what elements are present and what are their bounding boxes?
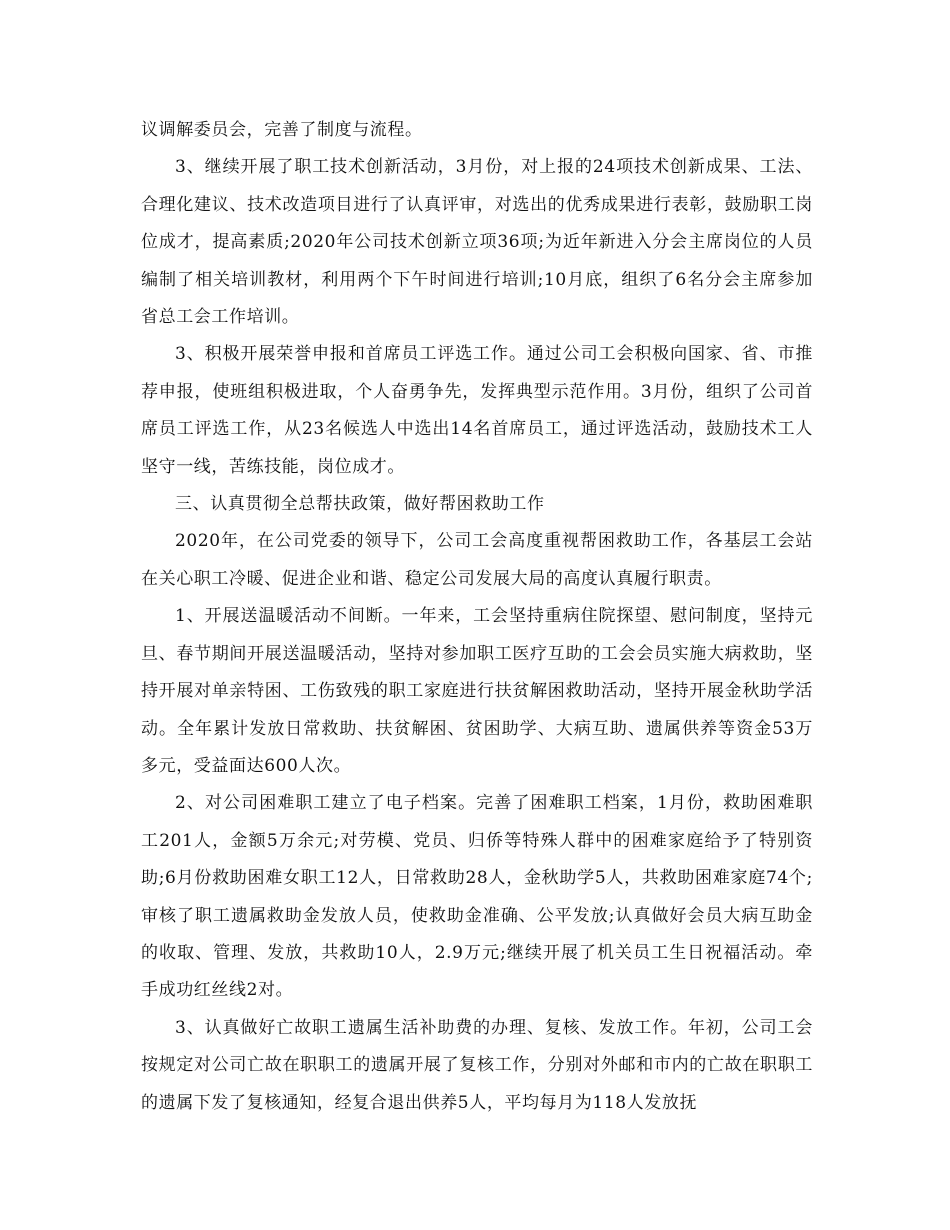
paragraph: 2020年，在公司党委的领导下，公司工会高度重视帮困救助工作，各基层工会站在关心职工冷暖、促进企业和谐、稳定公司发展大局的高度认真履行职责。 (141, 531, 813, 589)
paragraph: 3、继续开展了职工技术创新活动，3月份，对上报的24项技术创新成果、工法、合理化建议、技术改造项目进行了认真评审，对选出的优秀成果进行表彰，鼓励职工岗位成才，提高素质;2020年公司技术创新立项36项;为近年新进入分会主席岗位的人员编制了相关培训教材，利用两个下午时间进行培训;10月底，组织了6名分会主席参加省总工会工作培训。 (141, 157, 813, 328)
document-body (141, 112, 813, 1122)
paragraph: 1、开展送温暖活动不间断。一年来，工会坚持重病住院探望、慰问制度，坚持元旦、春节期间开展送温暖活动，坚持对参加职工医疗互助的工会会员实施大病救助，坚持开展对单亲特困、工伤致残的职工家庭进行扶贫解困救助活动，坚持开展金秋助学活动。全年累计发放日常救助、扶贫解困、贫困助学、大病互助、遗属供养等资金53万多元，受益面达600人次。 (141, 606, 813, 776)
paragraph: 议调解委员会，完善了制度与流程。 (141, 120, 423, 140)
section-heading: 三、认真贯彻全总帮扶政策，做好帮困救助工作 (175, 494, 545, 515)
paragraph: 3、认真做好亡故职工遗属生活补助费的办理、复核、发放工作。年初，公司工会按规定对公司亡故在职职工的遗属开展了复核工作，分别对外邮和市内的亡故在职职工的遗属下发了复核通知，经复合退出供养5人，平均每月为118人发放抚 (141, 1017, 813, 1113)
paragraph: 3、积极开展荣誉申报和首席员工评选工作。通过公司工会积极向国家、省、市推荐申报，使班组积极进取，个人奋勇争先，发挥典型示范作用。3月份，组织了公司首席员工评选工作，从23名候选人中选出14名首席员工，通过评选活动，鼓励技术工人坚守一线，苦练技能，岗位成才。 (141, 344, 813, 477)
paragraph: 2、对公司困难职工建立了电子档案。完善了困难职工档案，1月份，救助困难职工201人，金额5万余元;对劳模、党员、归侨等特殊人群中的困难家庭给予了特别资助;6月份救助困难女职工12人，日常救助28人，金秋助学5人，共救助困难家庭74个;审核了职工遗属救助金发放人员，使救助金准确、公平发放;认真做好会员大病互助金的收取、管理、发放，共救助10人，2.9万元;继续开展了机关员工生日祝福活动。牵手成功红丝线2对。 (141, 793, 813, 1001)
